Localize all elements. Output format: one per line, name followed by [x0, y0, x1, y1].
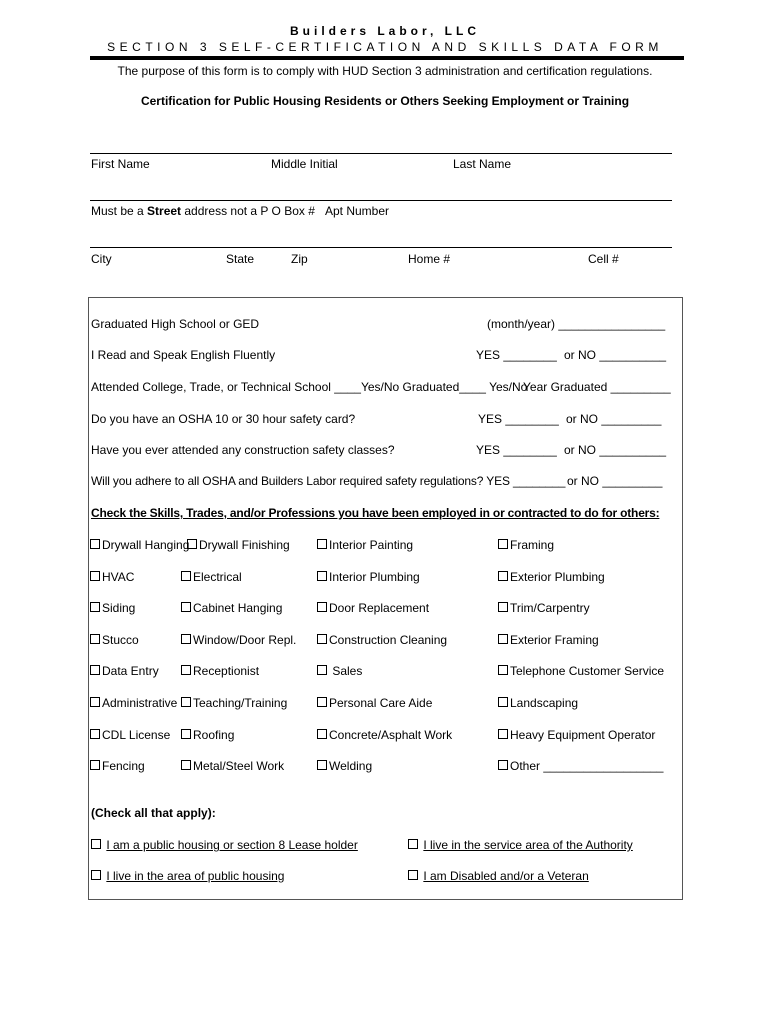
q5-text: Have you ever attended any construction safety classes?: [91, 443, 395, 457]
cell-phone-label: Cell #: [588, 252, 619, 266]
q1-month-year[interactable]: (month/year) ________________: [487, 317, 666, 331]
checkbox-icon[interactable]: [317, 602, 327, 612]
skill-option[interactable]: [90, 696, 177, 710]
skill-option[interactable]: [317, 570, 420, 584]
skill-label: Framing: [510, 538, 555, 552]
checkbox-icon[interactable]: [317, 539, 327, 549]
checkbox-icon[interactable]: [498, 602, 508, 612]
skill-option[interactable]: [181, 570, 242, 584]
q4-yes[interactable]: YES ________: [478, 412, 559, 426]
skill-label: Heavy Equipment Operator: [510, 728, 656, 742]
checkbox-icon[interactable]: [90, 634, 100, 644]
apply-public-housing-area[interactable]: I live in the area of public housing: [91, 869, 284, 883]
skill-option[interactable]: [181, 759, 284, 773]
checkbox-icon[interactable]: [498, 729, 508, 739]
skill-label: Data Entry: [102, 664, 159, 678]
skill-option[interactable]: [317, 728, 452, 742]
apply-heading: (Check all that apply):: [91, 806, 216, 820]
skill-label: Trim/Carpentry: [510, 601, 590, 615]
skill-label: Window/Door Repl.: [193, 633, 297, 647]
apply-disabled-veteran[interactable]: I am Disabled and/or a Veteran: [408, 869, 589, 883]
skill-label: Sales: [329, 664, 363, 678]
zip-label: Zip: [291, 252, 308, 266]
q2-no[interactable]: or NO __________: [564, 348, 667, 362]
skill-label: Construction Cleaning: [329, 633, 448, 647]
skill-label: Administrative: [102, 696, 178, 710]
skill-option[interactable]: [181, 601, 282, 615]
skill-label: Exterior Plumbing: [510, 570, 605, 584]
skill-label: Other __________________: [510, 759, 664, 773]
checkbox-icon[interactable]: [181, 729, 191, 739]
q5-yes[interactable]: YES ________: [476, 443, 557, 457]
checkbox-icon[interactable]: [187, 539, 197, 549]
skill-label: Metal/Steel Work: [193, 759, 285, 773]
checkbox-icon[interactable]: [498, 634, 508, 644]
skill-label: Electrical: [193, 570, 242, 584]
checkbox-icon[interactable]: [181, 697, 191, 707]
skill-label: Interior Painting: [329, 538, 414, 552]
skill-label: Drywall Finishing: [199, 538, 290, 552]
checkbox-icon[interactable]: [181, 634, 191, 644]
skill-option[interactable]: [317, 538, 413, 552]
skill-option[interactable]: [90, 728, 170, 742]
checkbox-icon[interactable]: [91, 839, 101, 849]
middle-initial-label: Middle Initial: [271, 157, 338, 171]
checkbox-icon[interactable]: [181, 760, 191, 770]
checkbox-icon[interactable]: [91, 870, 101, 880]
purpose-text: The purpose of this form is to comply with HUD Section 3 administration and certification regulations.: [117, 64, 653, 78]
skill-label: Personal Care Aide: [329, 696, 433, 710]
checkbox-icon[interactable]: [90, 760, 100, 770]
address-line[interactable]: [90, 200, 672, 201]
q5-no[interactable]: or NO __________: [564, 443, 667, 457]
checkbox-icon[interactable]: [498, 539, 508, 549]
checkbox-icon[interactable]: [181, 571, 191, 581]
skill-label: Receptionist: [193, 664, 260, 678]
skill-label: Stucco: [102, 633, 139, 647]
checkbox-icon[interactable]: [181, 602, 191, 612]
skill-option[interactable]: [90, 538, 189, 552]
q3-text: Attended College, Trade, or Technical School ____Yes/No Graduated____ Yes/No: [91, 380, 528, 394]
checkbox-icon[interactable]: [317, 760, 327, 770]
skill-option[interactable]: [498, 664, 664, 678]
skill-option[interactable]: [181, 633, 296, 647]
skill-option[interactable]: [317, 664, 362, 678]
skill-label: Fencing: [102, 759, 145, 773]
company-name: Builders Labor, LLC: [289, 24, 480, 38]
checkbox-icon[interactable]: [317, 729, 327, 739]
checkbox-icon[interactable]: [498, 697, 508, 707]
checkbox-icon[interactable]: [408, 870, 418, 880]
skill-option[interactable]: [317, 633, 447, 647]
skill-option[interactable]: [317, 696, 432, 710]
skill-label: Concrete/Asphalt Work: [329, 728, 453, 742]
name-line[interactable]: [90, 153, 672, 154]
street-address-label: Must be a Street address not a P O Box #: [91, 204, 315, 218]
first-name-label: First Name: [91, 157, 150, 171]
city-line[interactable]: [90, 247, 672, 248]
skill-label: HVAC: [102, 570, 135, 584]
form-title: SECTION 3 SELF-CERTIFICATION AND SKILLS DATA FORM: [107, 40, 663, 54]
q4-text: Do you have an OSHA 10 or 30 hour safety card?: [91, 412, 356, 426]
last-name-label: Last Name: [453, 157, 512, 171]
state-label: State: [226, 252, 255, 266]
form-subtitle: Certification for Public Housing Residents or Others Seeking Employment or Training: [140, 94, 630, 108]
q3-year-graduated[interactable]: Year Graduated _________: [523, 380, 671, 394]
skill-label: Roofing: [193, 728, 235, 742]
checkbox-icon[interactable]: [90, 539, 100, 549]
skill-label: Landscaping: [510, 696, 579, 710]
q2-yes[interactable]: YES ________: [476, 348, 557, 362]
checkbox-icon[interactable]: [90, 571, 100, 581]
skill-label: Welding: [329, 759, 373, 773]
skill-label: Interior Plumbing: [329, 570, 420, 584]
checkbox-icon[interactable]: [181, 665, 191, 675]
checkbox-icon[interactable]: [90, 697, 100, 707]
q6-text: Will you adhere to all OSHA and Builders Labor required safety regulations? YES ________: [91, 474, 566, 488]
skill-label: Siding: [102, 601, 136, 615]
checkbox-icon[interactable]: [408, 839, 418, 849]
skill-option[interactable]: [317, 759, 372, 773]
skill-option[interactable]: [181, 664, 259, 678]
skills-heading: Check the Skills, Trades, and/or Professions you have been employed in or contracted to do for others:: [91, 506, 660, 520]
checkbox-icon[interactable]: [317, 665, 327, 675]
q6-no[interactable]: or NO _________: [567, 474, 663, 488]
skill-option[interactable]: [90, 633, 139, 647]
skill-option[interactable]: [317, 601, 429, 615]
checkbox-icon[interactable]: [90, 602, 100, 612]
apt-number-label: Apt Number: [325, 204, 390, 218]
skill-label: CDL License: [102, 728, 171, 742]
skill-option[interactable]: [181, 728, 234, 742]
skill-option[interactable]: [498, 728, 655, 742]
checkbox-icon[interactable]: [498, 571, 508, 581]
home-phone-label: Home #: [408, 252, 451, 266]
checkbox-icon[interactable]: [498, 665, 508, 675]
skill-option[interactable]: [90, 570, 134, 584]
city-label: City: [91, 252, 112, 266]
checkbox-icon[interactable]: [498, 760, 508, 770]
skill-option[interactable]: [498, 538, 554, 552]
checkbox-icon[interactable]: [317, 634, 327, 644]
q4-no[interactable]: or NO _________: [566, 412, 662, 426]
apply-lease-holder[interactable]: I am a public housing or section 8 Lease holder: [91, 838, 358, 852]
skill-option[interactable]: [90, 759, 145, 773]
skill-option[interactable]: [498, 633, 599, 647]
checkbox-icon[interactable]: [90, 729, 100, 739]
title-rule: [90, 56, 684, 60]
checkbox-icon[interactable]: [317, 697, 327, 707]
checkbox-icon[interactable]: [90, 665, 100, 675]
skill-label: Telephone Customer Service: [510, 664, 665, 678]
skill-label: Teaching/Training: [193, 696, 288, 710]
q1-text: Graduated High School or GED: [91, 317, 260, 331]
skill-option[interactable]: [498, 696, 578, 710]
skill-option[interactable]: [90, 664, 159, 678]
skill-option[interactable]: [498, 570, 605, 584]
apply-service-area[interactable]: I live in the service area of the Authority: [408, 838, 633, 852]
skill-label: Door Replacement: [329, 601, 430, 615]
checkbox-icon[interactable]: [317, 571, 327, 581]
skill-label: Drywall Hanging: [102, 538, 190, 552]
skill-option[interactable]: [181, 696, 287, 710]
skill-label: Exterior Framing: [510, 633, 599, 647]
skill-label: Cabinet Hanging: [193, 601, 283, 615]
skill-option[interactable]: [90, 601, 135, 615]
skill-option[interactable]: [498, 601, 590, 615]
q2-text: I Read and Speak English Fluently: [91, 348, 276, 362]
skill-option[interactable]: [187, 538, 290, 552]
skill-option[interactable]: [498, 759, 663, 773]
